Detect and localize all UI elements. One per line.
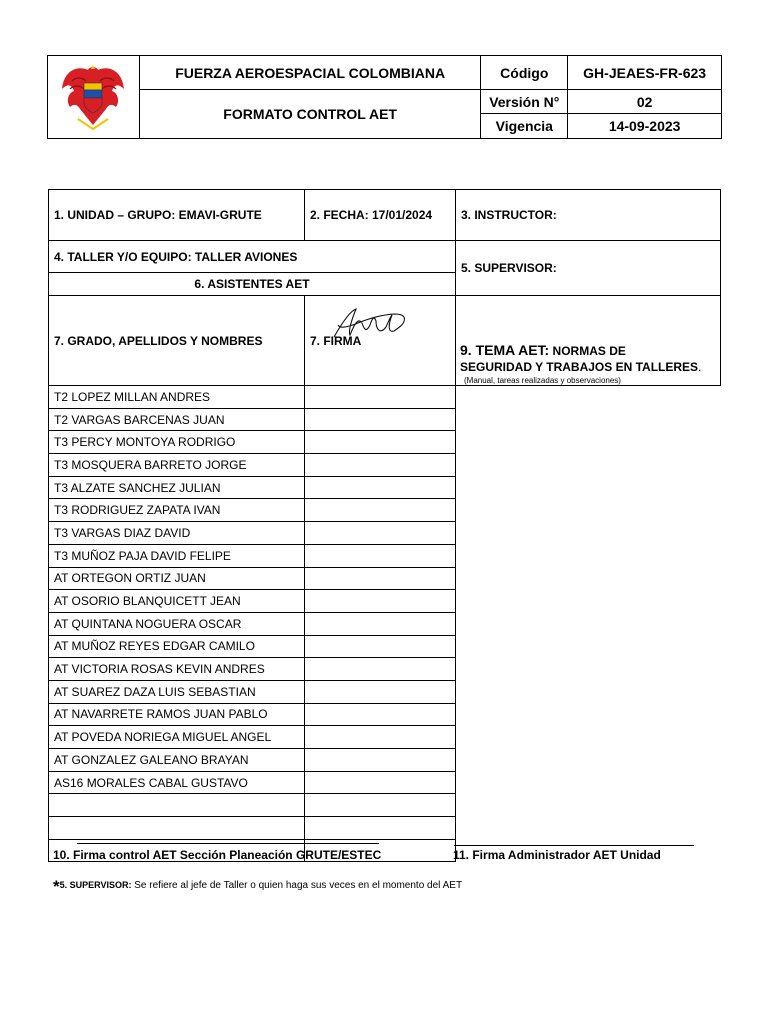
attendee-name: AT VICTORIA ROSAS KEVIN ANDRES: [49, 658, 305, 681]
attendee-signature-cell[interactable]: [305, 431, 456, 454]
table-row: [49, 794, 721, 817]
table-row: [49, 567, 721, 590]
attendee-signature-cell[interactable]: [305, 476, 456, 499]
attendee-name: T2 VARGAS BARCENAS JUAN: [49, 408, 305, 431]
table-row: [49, 817, 721, 840]
topic-text-2: SEGURIDAD Y TRABAJOS EN TALLERES: [460, 360, 699, 374]
table-row: [49, 771, 721, 794]
note-text: Se refiere al jefe de Taller o quien haga sus veces en el momento del AET: [131, 880, 463, 891]
version-label: Versión N°: [481, 90, 568, 114]
attendee-name: AT SUAREZ DAZA LUIS SEBASTIAN: [49, 680, 305, 703]
validity-value: 14-09-2023: [568, 114, 722, 139]
attendee-signature-cell[interactable]: [305, 522, 456, 545]
organization-name: FUERZA AEROESPACIAL COLOMBIANA: [139, 56, 480, 90]
signature-11-label: 11. Firma Administrador AET Unidad: [453, 848, 661, 862]
signature-column-label: 7. FIRMA: [310, 333, 362, 348]
attendee-signature-cell[interactable]: [305, 749, 456, 772]
topic-label: 9. TEMA AET:: [460, 342, 550, 358]
attendee-signature-cell[interactable]: [305, 612, 456, 635]
attendee-signature-cell[interactable]: [305, 658, 456, 681]
attendee-name: AS16 MORALES CABAL GUSTAVO: [49, 771, 305, 794]
validity-label: Vigencia: [481, 114, 568, 139]
note-label: 5. SUPERVISOR:: [59, 880, 132, 890]
attendee-name: AT QUINTANA NOGUERA OSCAR: [49, 612, 305, 635]
note-asterisk: *: [53, 877, 60, 896]
table-row: [49, 408, 721, 431]
topic-note: (Manual, tareas realizadas y observaciones): [464, 376, 621, 385]
table-row: [49, 499, 721, 522]
attendee-signature-cell[interactable]: [305, 635, 456, 658]
attendee-name: T3 MUÑOZ PAJA DAVID FELIPE: [49, 544, 305, 567]
table-row: [49, 726, 721, 749]
attendee-name: T2 LOPEZ MILLAN ANDRES: [49, 386, 305, 409]
attendees-heading: 6. ASISTENTES AET: [49, 273, 456, 296]
table-row: [49, 386, 721, 409]
attendee-name: [49, 817, 305, 840]
attendee-name: AT NAVARRETE RAMOS JUAN PABLO: [49, 703, 305, 726]
attendee-signature-cell[interactable]: [305, 408, 456, 431]
attendee-signature-cell[interactable]: [305, 454, 456, 477]
code-label: Código: [481, 56, 568, 90]
attendee-name: T3 MOSQUERA BARRETO JORGE: [49, 454, 305, 477]
table-row: [49, 612, 721, 635]
names-column-header: 7. GRADO, APELLIDOS Y NOMBRES: [49, 296, 305, 386]
attendee-name: [49, 794, 305, 817]
table-row: [49, 658, 721, 681]
table-row: [49, 522, 721, 545]
workshop-field: 4. TALLER Y/O EQUIPO: TALLER AVIONES: [49, 241, 456, 273]
logo-cell: [48, 56, 140, 139]
attendee-signature-cell[interactable]: [305, 544, 456, 567]
code-value: GH-JEAES-FR-623: [568, 56, 722, 90]
attendee-name: AT MUÑOZ REYES EDGAR CAMILO: [49, 635, 305, 658]
attendee-signature-cell[interactable]: [305, 386, 456, 409]
attendee-signature-cell[interactable]: [305, 817, 456, 840]
supervisor-field: 5. SUPERVISOR:: [456, 241, 721, 296]
instructor-field: 3. INSTRUCTOR:: [456, 190, 721, 241]
attendee-name: AT ORTEGON ORTIZ JUAN: [49, 567, 305, 590]
attendee-name: T3 VARGAS DIAZ DAVID: [49, 522, 305, 545]
attendee-name: T3 ALZATE SANCHEZ JULIAN: [49, 476, 305, 499]
table-row: [49, 749, 721, 772]
signature-line-11: [454, 845, 694, 846]
table-row: [49, 590, 721, 613]
table-row: [49, 544, 721, 567]
handwritten-signature-icon: [328, 303, 410, 343]
attendee-signature-cell[interactable]: [305, 590, 456, 613]
header-table: [47, 55, 722, 139]
attendee-signature-cell[interactable]: [305, 680, 456, 703]
form-title: FORMATO CONTROL AET: [139, 90, 480, 139]
topic-cell: 9. TEMA AET: NORMAS DE SEGURIDAD Y TRABAJOS EN TALLERES. (Manual, tareas realizadas y observaciones): [456, 296, 721, 386]
signature-10-label: 10. Firma control AET Sección Planeación GRUTE/ESTEC: [53, 848, 382, 862]
topic-text-1: NORMAS DE: [552, 344, 626, 358]
table-row: [49, 454, 721, 477]
attendee-name: T3 PERCY MONTOYA RODRIGO: [49, 431, 305, 454]
attendee-name: AT GONZALEZ GALEANO BRAYAN: [49, 749, 305, 772]
attendee-signature-cell[interactable]: [305, 499, 456, 522]
attendee-name: AT POVEDA NORIEGA MIGUEL ANGEL: [49, 726, 305, 749]
date-field: 2. FECHA: 17/01/2024: [305, 190, 456, 241]
attendee-signature-cell[interactable]: [305, 567, 456, 590]
attendee-signature-cell[interactable]: [305, 771, 456, 794]
unit-field: 1. UNIDAD – GRUPO: EMAVI-GRUTE: [49, 190, 305, 241]
table-row: [49, 635, 721, 658]
attendee-signature-cell[interactable]: [305, 703, 456, 726]
attendee-name: T3 RODRIGUEZ ZAPATA IVAN: [49, 499, 305, 522]
table-row: [49, 476, 721, 499]
version-value: 02: [568, 90, 722, 114]
eagle-crest-icon: [58, 59, 128, 133]
attendee-name: AT OSORIO BLANQUICETT JEAN: [49, 590, 305, 613]
supervisor-note: [53, 877, 462, 897]
table-row: [49, 431, 721, 454]
attendance-table: [48, 189, 721, 862]
signature-line-10: [77, 843, 379, 844]
attendee-signature-cell[interactable]: [305, 794, 456, 817]
table-row: [49, 703, 721, 726]
table-row: [49, 680, 721, 703]
attendee-signature-cell[interactable]: [305, 726, 456, 749]
